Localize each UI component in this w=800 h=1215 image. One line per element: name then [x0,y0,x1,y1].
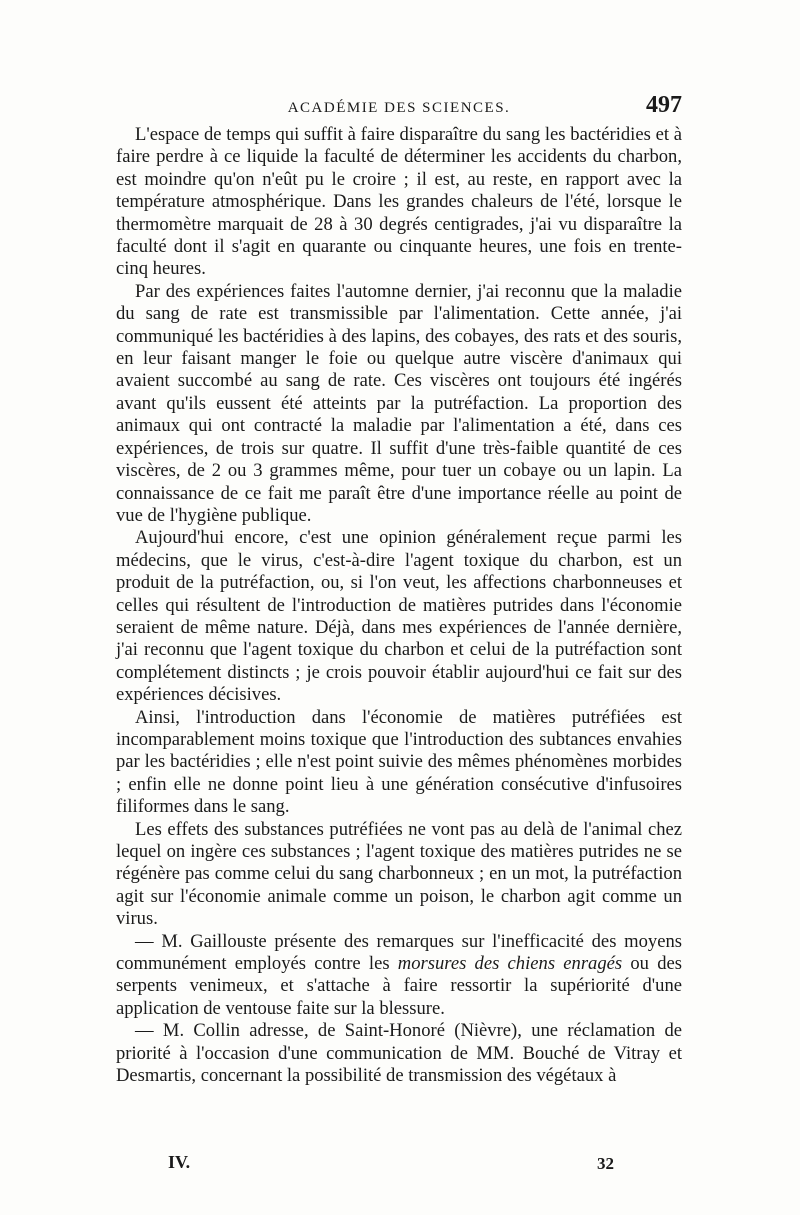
paragraph: L'espace de temps qui suffit à faire disparaître du sang les bactéridies et à faire perdre à ce liquide la faculté de déterminer les accidents du charbon, est moindre qu'on n'eût pu le croire ; il est, au reste, en rapport avec la température atmosphérique. Dans les grandes chaleurs de l'été, lorsque le thermomètre marquait de 28 à 30 degrés centigrades, j'ai vu disparaître la faculté dont il s'agit en quarante ou cinquante heures, une fois en trente-cinq heures. [116,124,682,280]
paragraph-text: ou des serpents venimeux, et s'attache à faire ressortir la supériorité d'une application de ventouse faite sur la blessure. [116,953,682,1019]
page-header [116,92,682,122]
paragraph: Ainsi, l'introduction dans l'économie de matières putréfiées est incomparablement moins toxique que l'introduction des subtances envahies par les bactéridies ; elle n'est point suivie des mêmes phénomènes morbides ; enfin elle ne donne point lieu à une génération consécutive d'infusoires filiformes dans le sang. [116,706,682,818]
sheet-number: 32 [597,1154,614,1173]
italic-phrase: morsures des chiens enragés [397,953,623,975]
paragraph-gaillouste [116,931,682,1021]
page-footer [116,1152,682,1180]
signature-mark: IV. [168,1152,191,1172]
paragraph-text: — M. Gaillouste présente des remarques sur l'inefficacité des moyens communément employés contre les [116,930,682,975]
page-number: 497 [646,92,682,118]
paragraph: Les effets des substances putréfiées ne vont pas au delà de l'animal chez lequel on ingère ces substances ; l'agent toxique des matières putrides ne se régénère pas comme celui du sang charbonneux ; en un mot, la putréfaction agit sur l'économie animale comme un poison, le charbon agit comme un virus. [116,818,682,930]
running-title: ACADÉMIE DES SCIENCES. [287,100,511,116]
paragraph: Aujourd'hui encore, c'est une opinion généralement reçue parmi les médecins, que le virus, c'est-à-dire l'agent toxique du charbon, est un produit de la putréfaction, ou, si l'on veut, les affections charbonneuses et celles qui résultent de l'introduction de matières putrides dans l'économie seraient de même nature. Déjà, dans mes expériences de l'année dernière, j'ai reconnu que l'agent toxique du charbon et celui de la putréfaction sont complétement distincts ; je crois pouvoir établir aujourd'hui ce fait sur des expériences décisives. [116,527,682,706]
paragraph: Par des expériences faites l'automne dernier, j'ai reconnu que la maladie du sang de rate est transmissible par l'alimentation. Cette année, j'ai communiqué les bactéridies à des lapins, des cobayes, des rats et des souris, en leur faisant manger le foie ou quelque autre viscère d'animaux qui avaient succombé au sang de rate. Ces viscères ont toujours été ingérés avant qu'ils eussent été atteints par la putréfaction. La proportion des animaux qui ont contracté la maladie par l'alimentation a été, dans ces expériences, de trois sur quatre. Il suffit d'une très-faible quantité de ces viscères, de 2 ou 3 grammes même, pour tuer un cobaye ou un lapin. La connaissance de ce fait me paraît être d'une importance réelle au point de vue de l'hygiène publique. [116,280,682,526]
body-text [116,124,682,1087]
paragraph: — M. Collin adresse, de Saint-Honoré (Nièvre), une réclamation de priorité à l'occasion d'une communication de MM. Bouché de Vitray et Desmartis, concernant la possibilité de transmission des végétaux à [116,1020,682,1087]
